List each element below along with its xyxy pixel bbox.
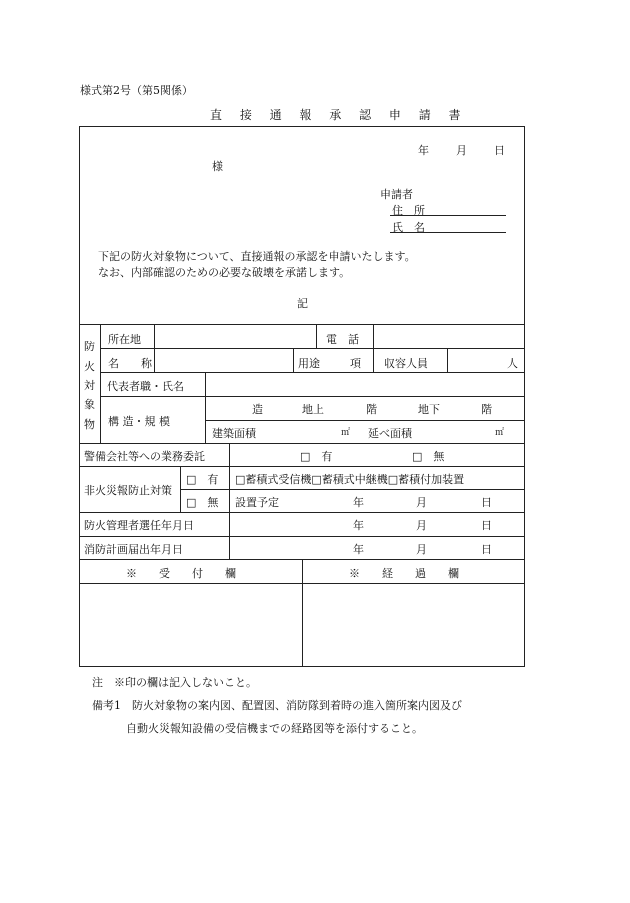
- applicant-label: 申請者: [380, 188, 413, 201]
- floor-label: 階: [366, 403, 377, 416]
- security-contract-label: 警備会社等への業務委託: [84, 450, 205, 463]
- group-char-5: 物: [84, 418, 95, 431]
- address-underline: [390, 215, 506, 216]
- manager-appointment-label: 防火管理者選任年月日: [84, 519, 194, 532]
- security-no-checkbox[interactable]: □ 無: [412, 450, 445, 463]
- manager-month: 月: [416, 519, 427, 532]
- group-char-4: 象: [84, 398, 95, 411]
- building-area-label: 建築面積: [212, 427, 256, 440]
- rule-nonfire-col2: [229, 466, 230, 512]
- nonfire-no-checkbox[interactable]: □ 無: [186, 496, 219, 509]
- manager-year: 年: [353, 519, 364, 532]
- rule-row3: [100, 396, 525, 397]
- form-number: 様式第2号（第5関係）: [80, 84, 193, 97]
- date-day-label: 日: [494, 144, 505, 157]
- above-ground-label: 地上: [302, 403, 324, 416]
- rule-label-col-top: [154, 324, 155, 372]
- structure-scale-label: 構 造・規 模: [108, 415, 170, 428]
- planned-month: 月: [416, 496, 427, 509]
- remark-line2: 自動火災報知設備の受信機までの経路図等を添付すること。: [126, 722, 423, 735]
- address-label: 住 所: [392, 204, 425, 217]
- addressee-suffix: 様: [212, 160, 223, 173]
- rule-nonfire-col1: [180, 466, 181, 512]
- group-char-3: 対: [84, 379, 95, 392]
- item-label: 項: [350, 357, 361, 370]
- rule-group-col: [100, 324, 101, 443]
- manager-day: 日: [481, 519, 492, 532]
- phone-label: 電 話: [326, 333, 359, 346]
- rule-bottom-split: [302, 559, 303, 667]
- ki-label: 記: [297, 297, 308, 310]
- rule-row5: [79, 443, 525, 444]
- capacity-label: 収容人員: [384, 357, 428, 370]
- location-label: 所在地: [108, 333, 141, 346]
- date-year-label: 年: [418, 144, 429, 157]
- rule-capacity-right: [447, 348, 448, 372]
- date-month-label: 月: [456, 144, 467, 157]
- request-text-line2: なお、内部確認のための必要な破壊を承諾します。: [98, 266, 351, 279]
- total-floor-area-label: 延べ面積: [368, 427, 412, 440]
- rule-security-col: [229, 443, 230, 466]
- nonfire-options-checkboxes[interactable]: □蓄積式受信機□蓄積式中継機□蓄積付加装置: [235, 473, 465, 486]
- planned-label: 設置予定: [235, 496, 279, 509]
- sqm-unit: ㎡: [341, 428, 351, 438]
- rule-structure-mid: [205, 420, 525, 421]
- sqm-unit-2: ㎡: [495, 428, 505, 438]
- representative-label: 代表者職・氏名: [107, 380, 184, 393]
- rule-header-bottom: [79, 324, 525, 325]
- nonfire-yes-checkbox[interactable]: □ 有: [186, 473, 219, 486]
- fire-plan-year: 年: [353, 543, 364, 556]
- note-line: 注 ※印の欄は記入しないこと。: [92, 676, 257, 689]
- planned-year: 年: [353, 496, 364, 509]
- name-underline: [390, 232, 506, 233]
- rule-row9: [79, 536, 525, 537]
- rule-row6: [79, 466, 525, 467]
- rule-row1: [100, 348, 525, 349]
- rule-label-col-bottom: [205, 372, 206, 443]
- name-label: 氏 名: [392, 221, 425, 234]
- structure-label: 造: [252, 403, 263, 416]
- usage-label: 用途: [298, 357, 320, 370]
- reception-column-header: ※ 受 付 欄: [126, 567, 236, 580]
- non-fire-countermeasure-label: 非火災報防止対策: [84, 484, 172, 497]
- fire-plan-date-label: 消防計画届出年月日: [84, 543, 183, 556]
- group-char-1: 防: [84, 340, 95, 353]
- facility-name-label: 名 称: [108, 357, 152, 370]
- rule-nonfire-mid: [180, 489, 525, 490]
- rule-phone-left: [316, 324, 317, 348]
- group-char-2: 火: [84, 360, 95, 373]
- rule-usage-left: [293, 348, 294, 372]
- rule-phone-right: [373, 324, 374, 372]
- progress-column-header: ※ 経 過 欄: [349, 567, 459, 580]
- rule-dates-col: [229, 512, 230, 559]
- floor-label-2: 階: [481, 403, 492, 416]
- fire-plan-day: 日: [481, 543, 492, 556]
- underground-label: 地下: [418, 403, 440, 416]
- rule-row8: [79, 512, 525, 513]
- security-yes-checkbox[interactable]: □ 有: [300, 450, 333, 463]
- document-title: 直 接 通 報 承 認 申 請 書: [210, 108, 468, 122]
- request-text-line1: 下記の防火対象物について、直接通報の承認を申請いたします。: [98, 250, 416, 263]
- remark-line1: 備考1 防火対象物の案内図、配置図、消防隊到着時の進入箇所案内図及び: [92, 699, 462, 712]
- person-unit: 人: [507, 357, 518, 370]
- planned-day: 日: [481, 496, 492, 509]
- rule-row2: [100, 372, 525, 373]
- fire-plan-month: 月: [416, 543, 427, 556]
